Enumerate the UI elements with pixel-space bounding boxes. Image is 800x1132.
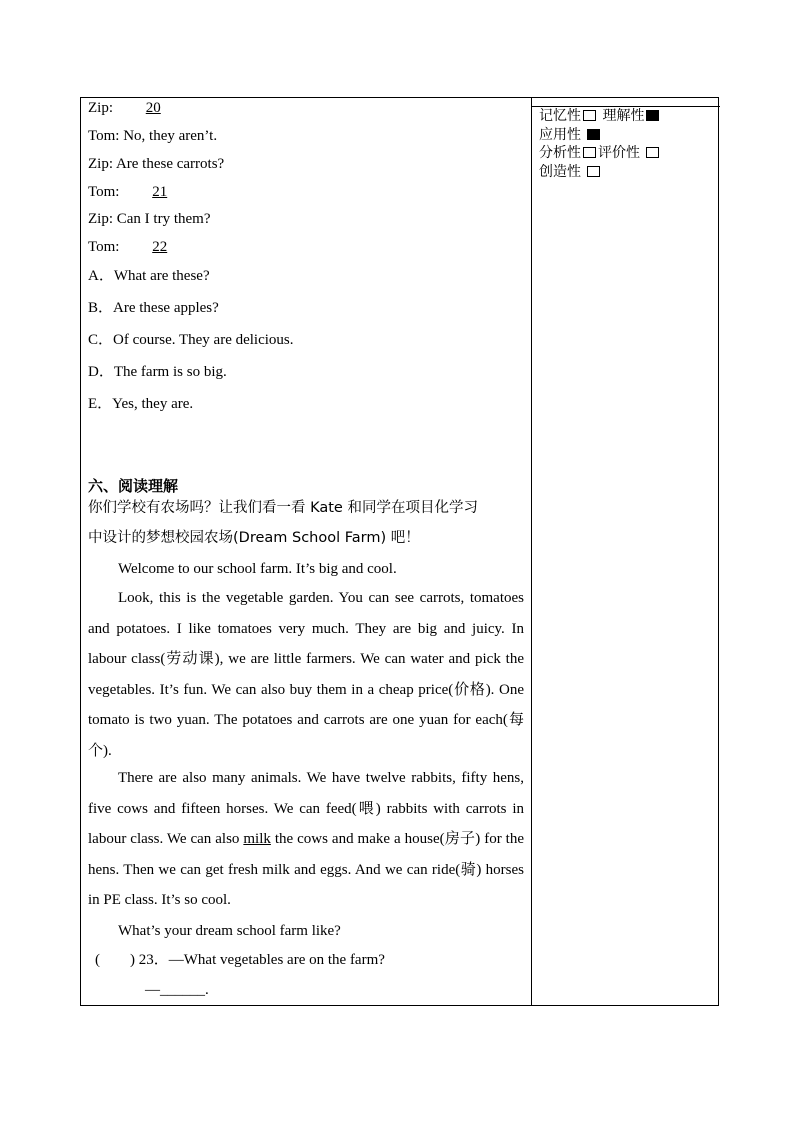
answer-bracket[interactable]: ( ): [95, 952, 135, 968]
answer-blank: 22: [152, 239, 168, 255]
understanding-checkbox[interactable]: [646, 110, 659, 121]
speaker: Tom:: [88, 128, 120, 144]
question-number: 23．: [138, 952, 169, 968]
speaker: Zip:: [88, 100, 113, 116]
column-divider: [531, 98, 532, 1005]
question-answer-line[interactable]: —______.: [145, 982, 209, 998]
passage-paragraph-4: What’s your dream school farm like?: [118, 923, 341, 939]
understanding-label: 理解性: [602, 108, 645, 124]
intro-line-2: 中设计的梦想校园农场(Dream School Farm) 吧！: [88, 530, 420, 546]
option-c: C．Of course. They are delicious.: [88, 332, 294, 348]
dialogue-line: [88, 182, 167, 202]
evaluation-checkbox[interactable]: [646, 147, 659, 158]
analysis-label: 分析性: [539, 145, 581, 161]
speaker: Tom:: [88, 239, 120, 255]
answer-blank: 20: [145, 100, 161, 116]
dialogue-line: [88, 154, 224, 174]
option-b: B．Are these apples?: [88, 300, 219, 316]
dialogue-text: No, they aren’t.: [123, 128, 218, 144]
dialogue-text: Can I try them?: [116, 211, 211, 227]
section-title: 六、阅读理解: [88, 477, 179, 495]
answer-blank: 21: [152, 184, 168, 200]
dialogue-line: [88, 126, 217, 146]
dialogue-line: [88, 209, 210, 229]
application-label: 应用性: [539, 126, 581, 143]
question-text: —What vegetables are on the farm?: [168, 952, 385, 968]
option-e: E．Yes, they are.: [88, 396, 194, 412]
creation-label: 创造性: [539, 163, 581, 180]
speaker: Tom:: [88, 184, 120, 200]
option-d: D．The farm is so big.: [88, 364, 227, 380]
option-a: A．What are these?: [88, 268, 210, 284]
analysis-checkbox[interactable]: [583, 147, 596, 158]
question-23: [95, 950, 385, 970]
creation-checkbox[interactable]: [587, 166, 600, 177]
cognitive-level-panel: [539, 107, 661, 181]
passage-paragraph-2: Look, this is the vegetable garden. You can see carrots, tomatoes and potatoes. I like tomatoes very much. They are big and juicy. In labour class(劳动课), we are little farmers. We can water and pick the vegetables. It’s fun. We can also buy them in a cheap price(价格). One tomato is two yuan. The potatoes and carrots are one yuan for each(每个).: [88, 590, 524, 759]
application-checkbox[interactable]: [587, 129, 600, 140]
evaluation-label: 评价性: [598, 145, 640, 161]
underlined-word: milk: [243, 831, 271, 847]
memory-label: 记忆性: [539, 108, 581, 124]
intro-line-1: 你们学校有农场吗？让我们看一看 Kate 和同学在项目化学习: [88, 500, 478, 516]
speaker: Zip:: [88, 211, 113, 227]
dialogue-line: [88, 237, 167, 257]
dialogue-text: Are these carrots?: [115, 156, 225, 172]
passage-paragraph-1: Welcome to our school farm. It’s big and cool.: [118, 561, 397, 577]
memory-checkbox[interactable]: [583, 110, 596, 121]
dialogue-line: [88, 98, 161, 118]
speaker: Zip:: [88, 156, 113, 172]
worksheet-table: [80, 97, 719, 1006]
passage-paragraph-3: There are also many animals. We have twelve rabbits, fifty hens, five cows and fifteen horses. We can feed(喂) rabbits with carrots in labour class. We can also milk the cows and make a house(房子) for the hens. Then we can get fresh milk and eggs. And we can ride(骑) horses in PE class. It’s so cool.: [88, 770, 524, 908]
